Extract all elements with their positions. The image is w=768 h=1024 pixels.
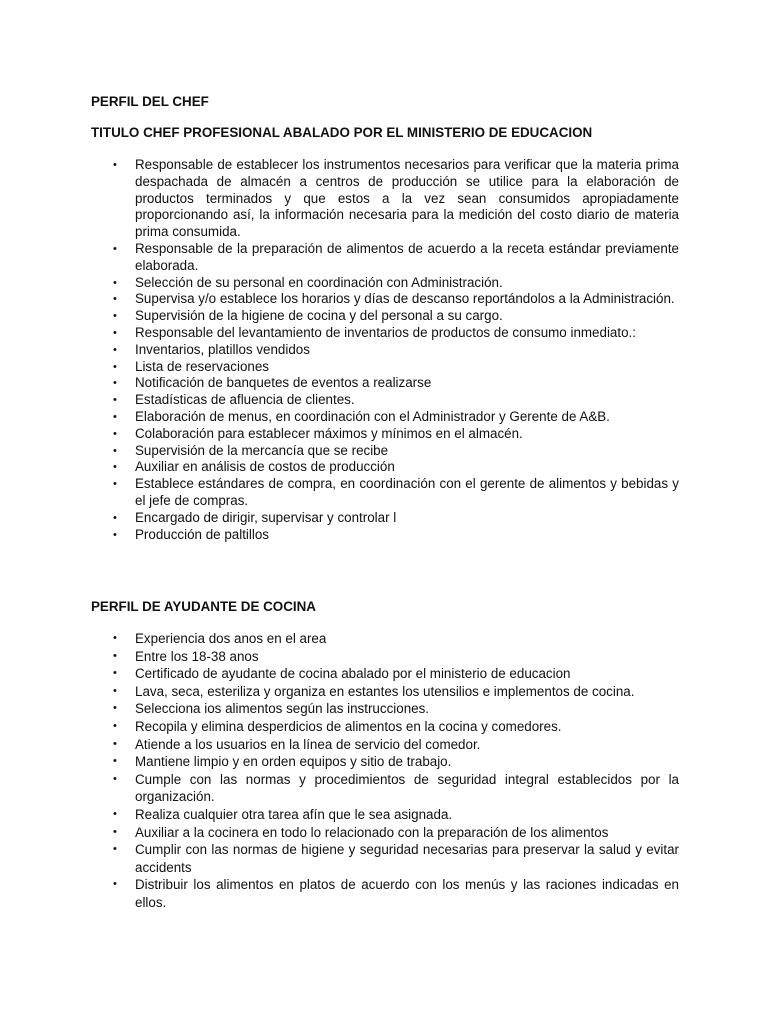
list-item <box>91 700 679 718</box>
bullet-icon: • <box>113 461 117 474</box>
bullet-icon: • <box>113 843 117 856</box>
bullet-icon: • <box>113 242 117 255</box>
bullet-icon: • <box>113 444 117 457</box>
bullet-icon: • <box>113 667 117 680</box>
bullet-icon: • <box>113 807 117 820</box>
list-item <box>91 359 679 376</box>
chef-qualification-title: TITULO CHEF PROFESIONAL ABALADO POR EL MINISTERIO DE EDUCACION <box>91 125 593 140</box>
list-item <box>91 648 679 666</box>
list-item-text: Establece estándares de compra, en coordinación con el gerente de alimentos y bebidas y el jefe de compras. <box>135 476 679 508</box>
list-item-text: Responsable del levantamiento de inventarios de productos de consumo inmediato.: <box>135 324 636 340</box>
list-item <box>91 241 679 275</box>
list-item <box>91 841 679 876</box>
list-item-text: Realiza cualquier otra tarea afín que le sea asignada. <box>135 806 453 822</box>
list-item <box>91 291 679 308</box>
list-item <box>91 476 679 510</box>
assistant-duties-list <box>91 630 679 912</box>
list-item <box>91 308 679 325</box>
bullet-icon: • <box>113 755 117 768</box>
bullet-icon: • <box>113 394 117 407</box>
bullet-icon: • <box>113 702 117 715</box>
bullet-icon: • <box>113 632 117 644</box>
bullet-icon: • <box>113 410 117 423</box>
list-item <box>91 392 679 409</box>
bullet-icon: • <box>113 478 117 491</box>
list-item-text: Distribuir los alimentos en platos de acuerdo con los menús y las raciones indicadas en ellos. <box>135 877 679 910</box>
list-item <box>91 409 679 426</box>
list-item-text: Supervisión de la higiene de cocina y del personal a su cargo. <box>135 308 503 324</box>
bullet-icon: • <box>113 377 117 390</box>
list-item <box>91 736 679 754</box>
list-item <box>91 824 679 842</box>
list-item-text: Lava, seca, esteriliza y organiza en estantes los utensilios e implementos de cocina. <box>135 683 635 699</box>
list-item-text: Atiende a los usuarios en la línea de servicio del comedor. <box>135 736 481 752</box>
bullet-icon: • <box>113 772 117 785</box>
list-item <box>91 342 679 359</box>
list-item-text: Auxiliar a la cocinera en todo lo relacionado con la preparación de los alimentos <box>135 824 609 840</box>
bullet-icon: • <box>113 427 117 440</box>
list-item-text: Certificado de ayudante de cocina abalado por el ministerio de educacion <box>135 666 571 682</box>
list-item-text: Mantiene limpio y en orden equipos y sitio de trabajo. <box>135 754 452 770</box>
bullet-icon: • <box>113 326 117 339</box>
list-item-text: Supervisa y/o establece los horarios y días de descanso reportándolos a la Administración. <box>135 291 675 307</box>
bullet-icon: • <box>113 511 117 524</box>
list-item <box>91 527 679 544</box>
list-item-text: Auxiliar en análisis de costos de producción <box>135 459 395 475</box>
list-item-text: Elaboración de menus, en coordinación con el Administrador y Gerente de A&B. <box>135 408 610 424</box>
bullet-icon: • <box>113 825 117 838</box>
list-item <box>91 806 679 824</box>
list-item-text: Recopila y elimina desperdicios de alimentos en la cocina y comedores. <box>135 718 562 734</box>
bullet-icon: • <box>113 528 117 541</box>
list-item <box>91 275 679 292</box>
list-item-text: Entre los 18-38 anos <box>135 648 259 664</box>
list-item <box>91 443 679 460</box>
list-item-text: Selecciona ios alimentos según las instrucciones. <box>135 701 430 717</box>
list-item <box>91 683 679 701</box>
bullet-icon: • <box>113 360 117 373</box>
list-item-text: Cumplir con las normas de higiene y seguridad necesarias para preservar la salud y evitar accidents <box>135 842 679 875</box>
list-item <box>91 510 679 527</box>
list-item-text: Supervisión de la mercancía que se recibe <box>135 442 389 458</box>
list-item <box>91 375 679 392</box>
list-item <box>91 718 679 736</box>
list-item <box>91 753 679 771</box>
assistant-section-title: PERFIL DE AYUDANTE DE COCINA <box>91 599 316 614</box>
bullet-icon: • <box>113 159 117 171</box>
list-item-text: Colaboración para establecer máximos y mínimos en el almacén. <box>135 425 523 441</box>
list-item-text: Experiencia dos anos en el area <box>135 631 327 646</box>
list-item <box>91 665 679 683</box>
list-item-text: Estadísticas de afluencia de clientes. <box>135 392 355 408</box>
list-item <box>91 630 679 648</box>
bullet-icon: • <box>113 878 117 891</box>
page-title: PERFIL DEL CHEF <box>91 94 209 109</box>
list-item-text: Inventarios, platillos vendidos <box>135 341 310 357</box>
bullet-icon: • <box>113 684 117 697</box>
list-item <box>91 876 679 911</box>
list-item-text: Responsable de la preparación de alimentos de acuerdo a la receta estándar previamente elaborada. <box>135 240 679 273</box>
list-item <box>91 157 679 241</box>
list-item <box>91 426 679 443</box>
list-item-text: Selección de su personal en coordinación con Administración. <box>135 274 503 290</box>
bullet-icon: • <box>113 293 117 306</box>
list-item-text: Producción de paltillos <box>135 526 269 542</box>
list-item-text: Lista de reservaciones <box>135 358 269 374</box>
list-item <box>91 459 679 476</box>
bullet-icon: • <box>113 343 117 356</box>
list-item-text: Cumple con las normas y procedimientos de seguridad integral establecidos por la organización. <box>135 771 679 805</box>
bullet-icon: • <box>113 649 117 662</box>
list-item <box>91 325 679 342</box>
bullet-icon: • <box>113 719 117 732</box>
bullet-icon: • <box>113 737 117 750</box>
bullet-icon: • <box>113 276 117 289</box>
bullet-icon: • <box>113 310 117 323</box>
list-item-text: Notificación de banquetes de eventos a realizarse <box>135 375 432 391</box>
list-item-text: Responsable de establecer los instrumentos necesarios para verificar que la materia prima despachada de almacén a centros de producción se utilice para la elaboración de productos terminados y que estos a la vez sean consumidos apropiadamente proporcionando así, la información necesaria para la medición del costo diario de materia prima consumida. <box>135 157 679 240</box>
list-item-text: Encargado de dirigir, supervisar y controlar l <box>135 509 397 525</box>
chef-duties-list <box>91 157 679 543</box>
list-item <box>91 771 679 806</box>
